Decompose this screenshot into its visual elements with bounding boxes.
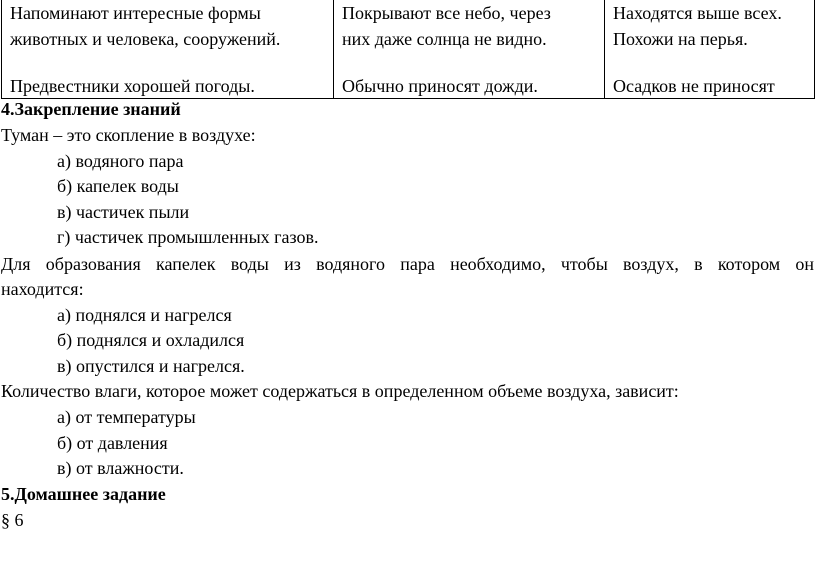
answer-option: в) опустился и нагрелся. <box>57 356 245 376</box>
table-cell-cumulus <box>2 0 334 98</box>
question-fog: Туман – это скопление в воздухе: <box>1 125 256 145</box>
question-humidity: Количество влаги, которое может содержаться в определенном объеме воздуха, зависит: <box>1 381 679 401</box>
answer-option: б) поднялся и охладился <box>57 330 245 350</box>
answer-option: в) от влажности. <box>57 458 184 478</box>
answer-option: г) частичек промышленных газов. <box>57 227 319 247</box>
question-condensation: Для образования капелек воды из водяного пара необходимо, чтобы воздух, в котором он <box>1 254 814 274</box>
answer-option: в) частичек пыли <box>57 202 190 222</box>
answer-option: а) от температуры <box>57 407 196 427</box>
table-row <box>2 0 815 98</box>
cell-line: животных и человека, сооружений. <box>10 29 281 49</box>
cell-line: Обычно приносят дожди. <box>342 76 538 96</box>
answer-option: а) водяного пара <box>57 151 184 171</box>
question-condensation-cont: находится: <box>1 279 84 299</box>
table-cell-cirrus <box>605 0 815 98</box>
cell-line: Напоминают интересные формы <box>10 3 261 23</box>
cell-line: Находятся выше всех. <box>613 3 782 23</box>
answer-option: а) поднялся и нагрелся <box>57 305 232 325</box>
cell-line: них даже солнца не видно. <box>342 29 547 49</box>
cloud-types-table <box>1 0 815 99</box>
cell-line: Покрывают все небо, через <box>342 3 551 23</box>
table-cell-stratus <box>334 0 605 98</box>
section-4-heading: 4.Закрепление знаний <box>1 99 181 119</box>
cell-line: Похожи на перья. <box>613 29 748 49</box>
answer-option: б) от давления <box>57 433 168 453</box>
section-5-heading: 5.Домашнее задание <box>1 484 166 504</box>
answer-option: б) капелек воды <box>57 176 179 196</box>
cell-line: Осадков не приносят <box>613 76 775 96</box>
cell-line: Предвестники хорошей погоды. <box>10 76 255 96</box>
homework-assignment: § 6 <box>1 510 24 530</box>
